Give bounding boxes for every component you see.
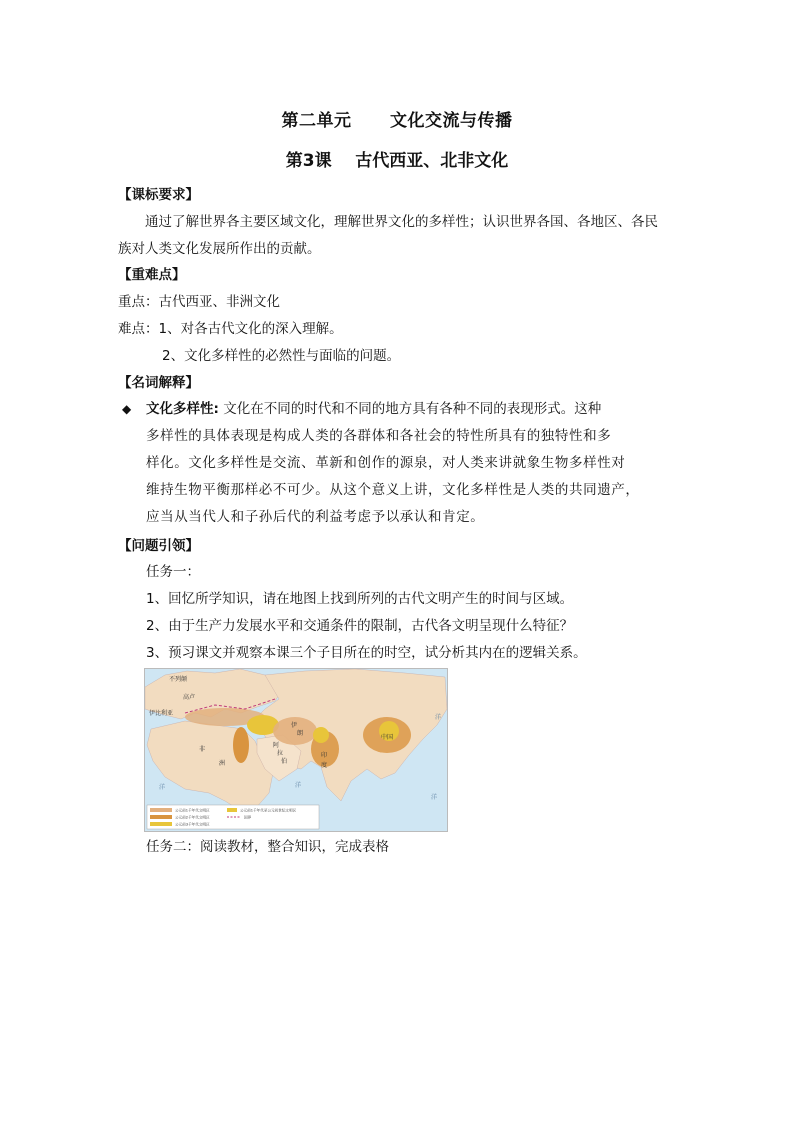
map-label-iberia: 伊比利亚 xyxy=(149,710,174,717)
key-point: 重点：古代西亚、非洲文化 xyxy=(118,294,280,310)
map-label-arabia-1: 阿 xyxy=(273,742,280,749)
term-definition-line3: 样化。文化多样性是交流、革新和创作的源泉，对人类来讲就象生物多样性对 xyxy=(146,455,626,471)
map-label-ocean-3: 洋 xyxy=(159,784,166,791)
term-row xyxy=(122,399,601,419)
map-label-gaul: 高卢 xyxy=(183,694,196,701)
task2-label: 任务二：阅读教材，整合知识，完成表格 xyxy=(146,839,389,855)
map-label-china: 中国 xyxy=(381,734,394,741)
unit-title: 第二单元 文化交流与传播 xyxy=(281,111,513,131)
term-name: 文化多样性: xyxy=(146,401,219,417)
map-label-ocean-2: 洋 xyxy=(295,782,302,789)
legend-label-3: 公元前3千年代文明区 xyxy=(175,822,210,827)
question-2: 2、由于生产力发展水平和交通条件的限制，古代各文明呈现什么特征？ xyxy=(146,618,574,634)
terms-heading: 【名词解释】 xyxy=(118,375,199,391)
map-label-ocean-4: 洋 xyxy=(431,794,438,801)
legend-label-1: 公元前1千年代文明区 xyxy=(175,808,210,813)
curriculum-text-line1: 通过了解世界各主要区域文化，理解世界文化的多样性；认识世界各国、各地区、各民 xyxy=(145,214,658,230)
task1-label: 任务一： xyxy=(146,564,200,580)
key-difficulty-heading: 【重难点】 xyxy=(118,267,186,283)
map-label-britain: 不列颠 xyxy=(169,676,188,683)
term-definition-line1: 文化在不同的时代和不同的地方具有各种不同的表现形式。这种 xyxy=(218,401,602,417)
ancient-civilizations-map xyxy=(144,668,448,832)
map-label-iran-2: 朗 xyxy=(297,730,304,737)
legend-swatch-1 xyxy=(150,808,172,812)
map-label-ocean-1: 洋 xyxy=(435,714,442,721)
map-label-india-2: 度 xyxy=(321,762,328,769)
question-heading: 【问题引领】 xyxy=(118,538,199,554)
map-label-arabia-3: 伯 xyxy=(281,758,288,765)
legend-swatch-3 xyxy=(150,822,172,826)
map-label-india-1: 印 xyxy=(321,752,328,759)
map-label-iran-1: 伊 xyxy=(291,722,298,729)
difficulty-2: 2、文化多样性的必然性与面临的问题。 xyxy=(162,348,401,364)
diamond-bullet-icon: ◆ xyxy=(122,402,132,416)
term-definition-line2: 多样性的具体表现是构成人类的各群体和各社会的特性所具有的独特性和多 xyxy=(146,428,612,444)
lesson-title: 第3课 古代西亚、北非文化 xyxy=(285,151,509,171)
map-label-africa-2: 洲 xyxy=(219,760,226,767)
curriculum-heading: 【课标要求】 xyxy=(118,187,199,203)
curriculum-text-line2: 族对人类文化发展所作出的贡献。 xyxy=(118,241,321,257)
question-1: 1、回忆所学知识，请在地图上找到所列的古代文明产生的时间与区域。 xyxy=(146,591,574,607)
map-label-arabia-2: 拉 xyxy=(277,750,284,757)
map-zone-egypt xyxy=(233,727,249,763)
map-label-africa-1: 非 xyxy=(199,746,206,753)
map-svg xyxy=(145,669,447,831)
difficulty-1: 难点：1、对各古代文化的深入理解。 xyxy=(118,321,343,337)
legend-label-5: 国界 xyxy=(244,815,252,820)
legend-swatch-2 xyxy=(150,815,172,819)
term-definition-line5: 应当从当代人和子孙后代的利益考虑予以承认和肯定。 xyxy=(146,509,485,525)
term-definition-line4: 维持生物平衡那样必不可少。从这个意义上讲，文化多样性是人类的共同遗产， xyxy=(146,482,640,498)
question-3: 3、预习课文并观察本课三个子目所在的时空，试分析其内在的逻辑关系。 xyxy=(146,645,587,661)
legend-label-4: 公元前1千年代至公元初世纪文明区 xyxy=(240,808,297,813)
legend-label-2: 公元前2千年代文明区 xyxy=(175,815,210,820)
map-zone-indus xyxy=(313,727,329,743)
legend-swatch-4 xyxy=(227,808,237,812)
